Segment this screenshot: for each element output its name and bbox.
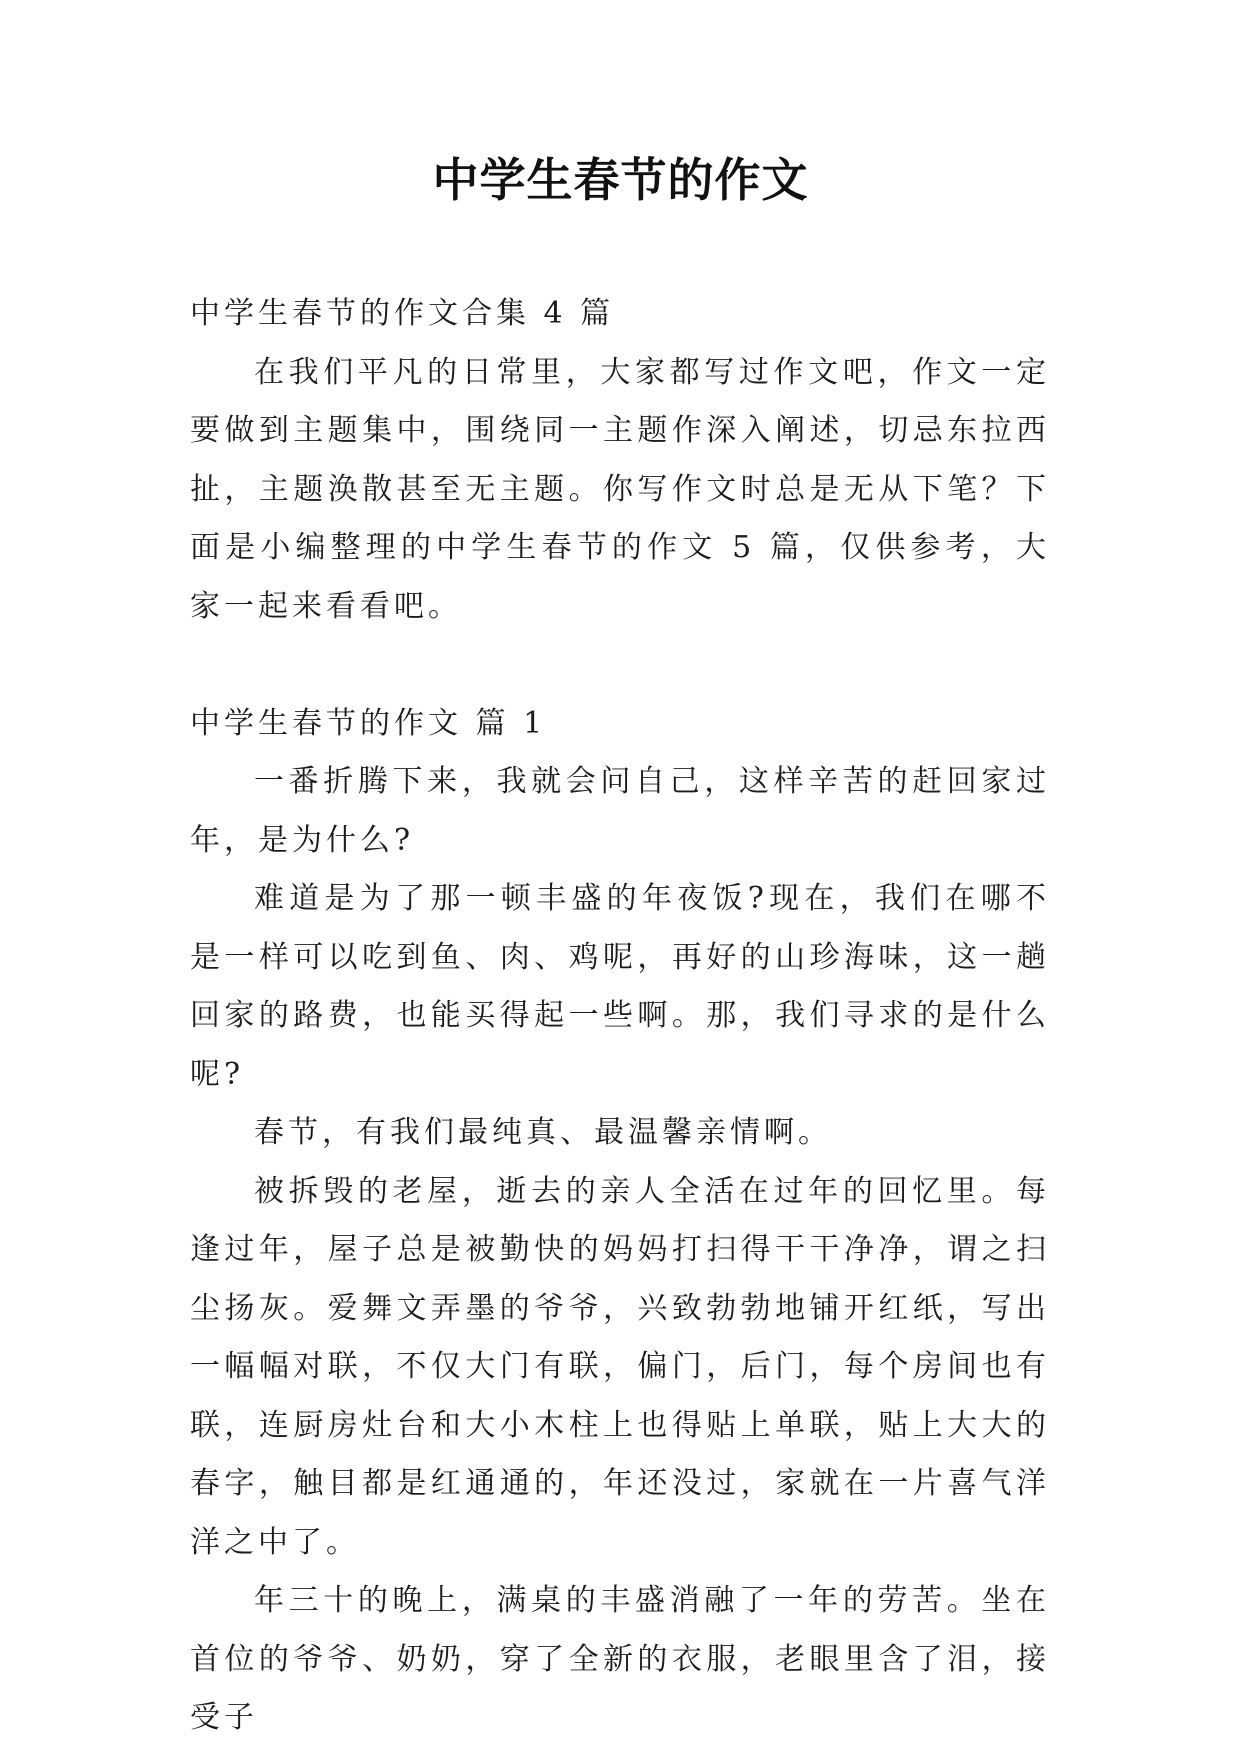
body-paragraph: 年三十的晚上，满桌的丰盛消融了一年的劳苦。坐在首位的爷爷、奶奶，穿了全新的衣服，老眼里含了泪，接受子 [190,1583,1050,1735]
body-paragraph: 难道是为了那一顿丰盛的年夜饭?现在，我们在哪不是一样可以吃到鱼、肉、鸡呢，再好的山珍海味，这一趟回家的路费，也能买得起一些啊。那，我们寻求的是什么呢? [190,881,1050,1092]
body-paragraph: 被拆毁的老屋，逝去的亲人全活在过年的回忆里。每逢过年，屋子总是被勤快的妈妈打扫得干干净净，谓之扫尘扬灰。爱舞文弄墨的爷爷，兴致勃勃地铺开红纸，写出一幅幅对联，不仅大门有联，偏门，后门，每个房间也有联，连厨房灶台和大小木柱上也得贴上单联，贴上大大的春字，触目都是红通通的，年还没过，家就在一片喜气洋洋之中了。 [190,1173,1050,1560]
section-spacer [190,636,1050,695]
intro-paragraph: 在我们平凡的日常里，大家都写过作文吧，作文一定要做到主题集中，围绕同一主题作深入阐述，切忌东拉西扯，主题涣散甚至无主题。你写作文时总是无从下笔？下面是小编整理的中学生春节的作文 5 篇，仅供参考，大家一起来看看吧。 [190,354,1050,624]
section-heading: 中学生春节的作文 篇 1 [190,705,547,741]
document-title: 中学生春节的作文 [432,153,809,207]
document-body [190,285,1050,1748]
body-paragraph: 春节，有我们最纯真、最温馨亲情啊。 [254,1115,832,1150]
body-paragraph: 一番折腾下来，我就会问自己，这样辛苦的赶回家过年，是为什么? [190,764,1050,858]
collection-heading: 中学生春节的作文合集 4 篇 [190,296,615,331]
